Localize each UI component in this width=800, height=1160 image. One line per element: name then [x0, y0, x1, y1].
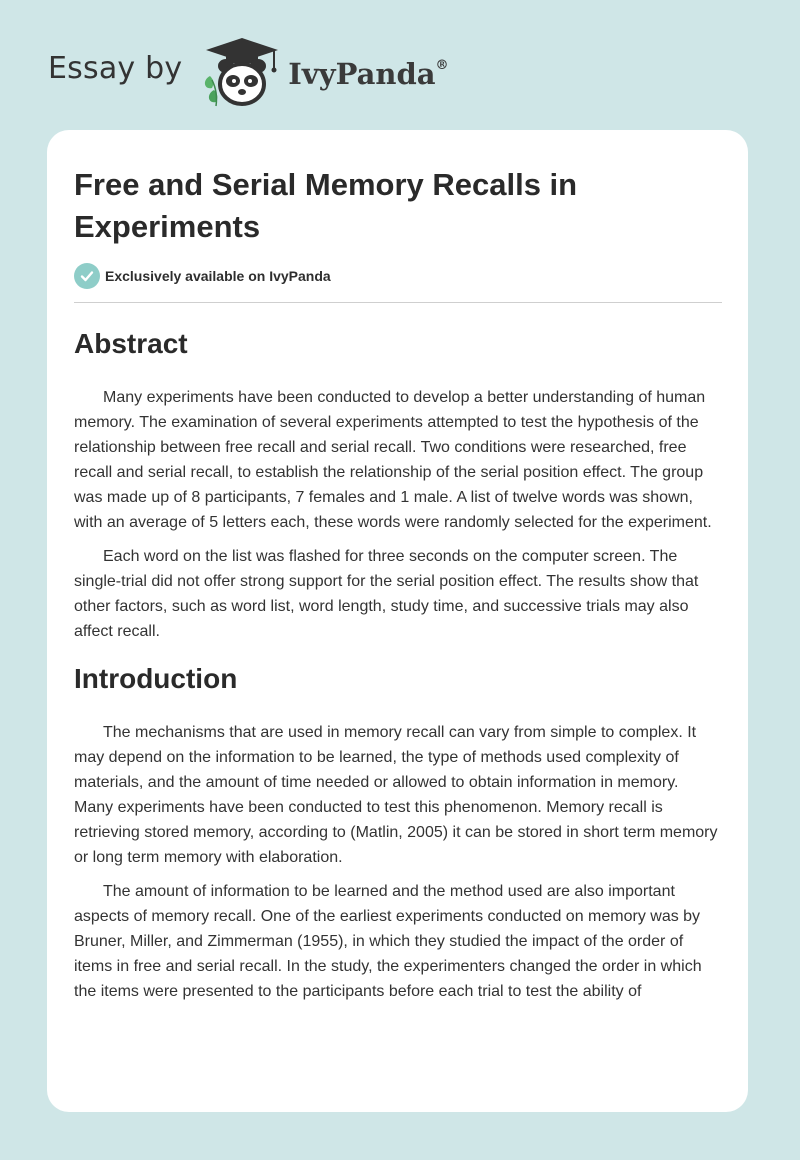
exclusive-badge-text: Exclusively available on IvyPanda: [105, 268, 331, 284]
site-header: [48, 36, 449, 108]
brand-name[interactable]: [288, 57, 448, 91]
panda-graduate-logo-icon[interactable]: [196, 36, 282, 108]
essay-card: [47, 130, 748, 1112]
brand-name-text: IvyPanda: [288, 57, 436, 91]
paragraph: Each word on the list was flashed for three seconds on the computer screen. The single-trial did not offer strong support for the serial position effect. The results show that other factors, such as word list, word length, study time, and successive trials may also affect recall.: [74, 548, 699, 640]
paragraph: The amount of information to be learned and the method used are also important aspects of memory recall. One of the earliest experiments conducted on memory was by Bruner, Miller, and Zimmerman (1955), in which they studied the impact of the order of items in free and serial recall. In the study, the experimenters changed the order in which the items were presented to the participants before each trial to test the ability of: [74, 883, 702, 1000]
section-heading: Introduction: [74, 663, 238, 694]
divider: [74, 302, 722, 303]
page-title: Free and Serial Memory Recalls in Experiments: [74, 167, 578, 244]
essay-by-label: Essay by: [48, 50, 183, 86]
checkmark-icon: [74, 263, 100, 289]
section-heading: Abstract: [74, 328, 188, 359]
paragraph: The mechanisms that are used in memory recall can vary from simple to complex. It may depend on the information to be learned, the type of methods used complexity of materials, and the amount of time needed or allowed to obtain information in memory. Many experiments have been conducted to test this phenomenon. Memory recall is retrieving stored memory, according to (Matlin, 2005) it can be stored in short term memory or long term memory with elaboration.: [74, 724, 718, 866]
paragraph: Many experiments have been conducted to develop a better understanding of human memory. The examination of several experiments attempted to test the hypothesis of the relationship between free recall and serial recall. Two conditions were researched, free recall and serial recall, to establish the relationship of the serial position effect. The group was made up of 8 participants, 7 females and 1 male. A list of twelve words was shown, with an average of 5 letters each, these words were randomly selected for the experiment.: [74, 389, 712, 531]
exclusive-badge: [74, 262, 722, 290]
section-introduction: [74, 662, 722, 1004]
section-abstract: [74, 327, 722, 644]
registered-mark: ®: [435, 58, 449, 74]
